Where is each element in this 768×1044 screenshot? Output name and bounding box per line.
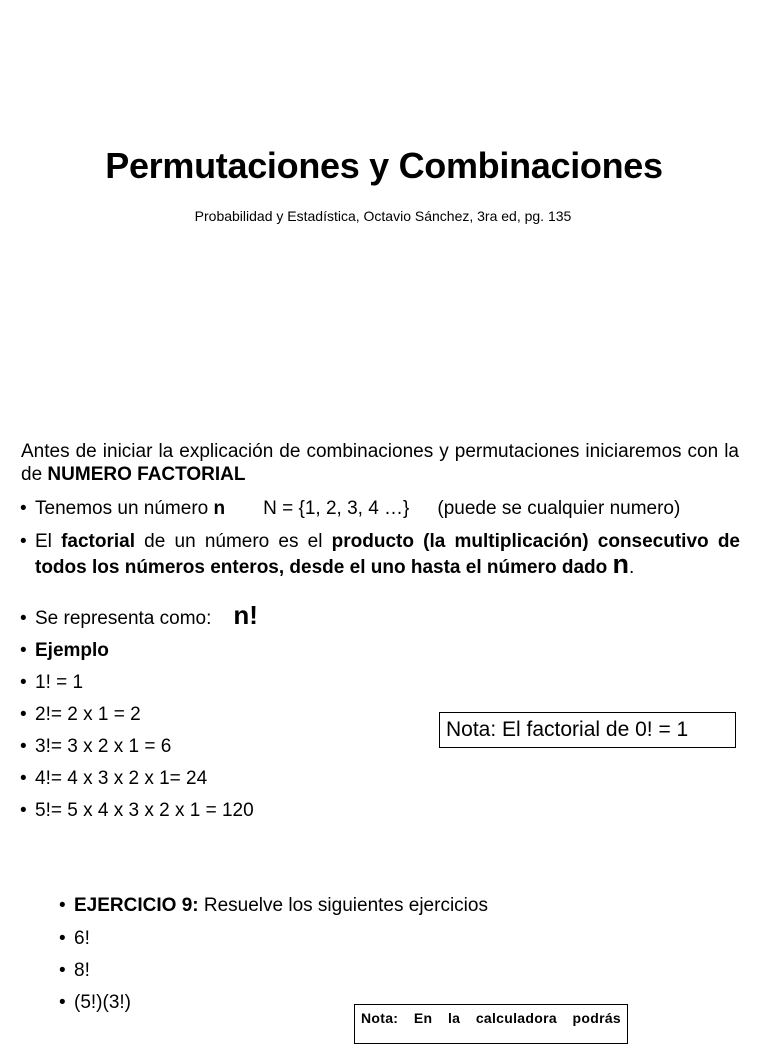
example-text: 5!= 5 x 4 x 3 x 2 x 1 = 120 bbox=[35, 800, 254, 821]
list-item-example bbox=[20, 703, 141, 726]
example-text: 2!= 2 x 1 = 2 bbox=[35, 704, 141, 725]
list-item-example bbox=[20, 671, 83, 694]
list-item-exercise bbox=[59, 959, 90, 982]
bullet: • bbox=[20, 498, 27, 519]
page-title: Permutaciones y Combinaciones bbox=[105, 145, 663, 186]
bullet: • bbox=[59, 928, 66, 949]
bullet: • bbox=[20, 672, 27, 693]
factorial-period: . bbox=[629, 557, 635, 578]
list-item-exercise bbox=[59, 927, 90, 950]
list-item-example bbox=[20, 799, 254, 822]
list-item-tenemos bbox=[20, 497, 680, 520]
page-subtitle: Probabilidad y Estadística, Octavio Sánchez, 3ra ed, pg. 135 bbox=[194, 208, 572, 224]
tenemos-text: Tenemos un número bbox=[35, 498, 214, 519]
calculator-nota-box: Nota: En la calculadora podrás bbox=[354, 1004, 628, 1044]
intro-text: Antes de iniciar la explicación de combinaciones y permutaciones iniciaremos con la de bbox=[21, 441, 739, 485]
ejemplo-label: Ejemplo bbox=[35, 640, 109, 661]
bullet: • bbox=[20, 736, 27, 757]
factorial-bold-word: factorial bbox=[61, 531, 135, 552]
bullet: • bbox=[20, 704, 27, 725]
bullet: • bbox=[59, 960, 66, 981]
factorial-text-c: de un número es el bbox=[135, 531, 332, 552]
exercise-text: 6! bbox=[74, 928, 90, 949]
list-item-ejercicio bbox=[59, 894, 488, 917]
intro-bold: NUMERO FACTORIAL bbox=[47, 464, 246, 485]
nota-box: Nota: El factorial de 0! = 1 bbox=[439, 712, 736, 748]
list-item-factorial bbox=[20, 530, 740, 579]
representa-symbol: n! bbox=[233, 600, 258, 630]
example-text: 3!= 3 x 2 x 1 = 6 bbox=[35, 736, 172, 757]
example-text: 4!= 4 x 3 x 2 x 1= 24 bbox=[35, 768, 208, 789]
list-item-exercise bbox=[59, 991, 131, 1014]
intro-paragraph bbox=[21, 440, 739, 486]
representa-text: Se representa como: bbox=[35, 608, 212, 629]
bullet: • bbox=[20, 531, 27, 552]
exercise-text: (5!)(3!) bbox=[74, 992, 131, 1013]
bullet: • bbox=[20, 608, 27, 629]
bullet: • bbox=[20, 800, 27, 821]
factorial-bold-e: todos los números enteros, desde el uno hasta el número dado bbox=[35, 557, 613, 578]
bullet: • bbox=[20, 768, 27, 789]
list-item-example bbox=[20, 735, 171, 758]
bullet: • bbox=[59, 895, 66, 916]
bullet: • bbox=[59, 992, 66, 1013]
ejercicio-text: Resuelve los siguientes ejercicios bbox=[198, 895, 488, 916]
factorial-text-a: El bbox=[35, 531, 62, 552]
list-item-ejemplo bbox=[20, 639, 109, 662]
example-text: 1! = 1 bbox=[35, 672, 84, 693]
factorial-big-n: n bbox=[612, 549, 629, 579]
tenemos-set: N = {1, 2, 3, 4 …} bbox=[263, 498, 410, 519]
ejercicio-label: EJERCICIO 9: bbox=[74, 895, 199, 916]
tenemos-note: (puede se cualquier numero) bbox=[437, 498, 681, 519]
list-item-example bbox=[20, 767, 207, 790]
tenemos-n: n bbox=[213, 498, 226, 519]
list-item-representa bbox=[20, 600, 258, 630]
exercise-text: 8! bbox=[74, 960, 90, 981]
bullet: • bbox=[20, 640, 27, 661]
factorial-bold-d: producto (la multiplicación) consecutivo de bbox=[331, 531, 740, 552]
